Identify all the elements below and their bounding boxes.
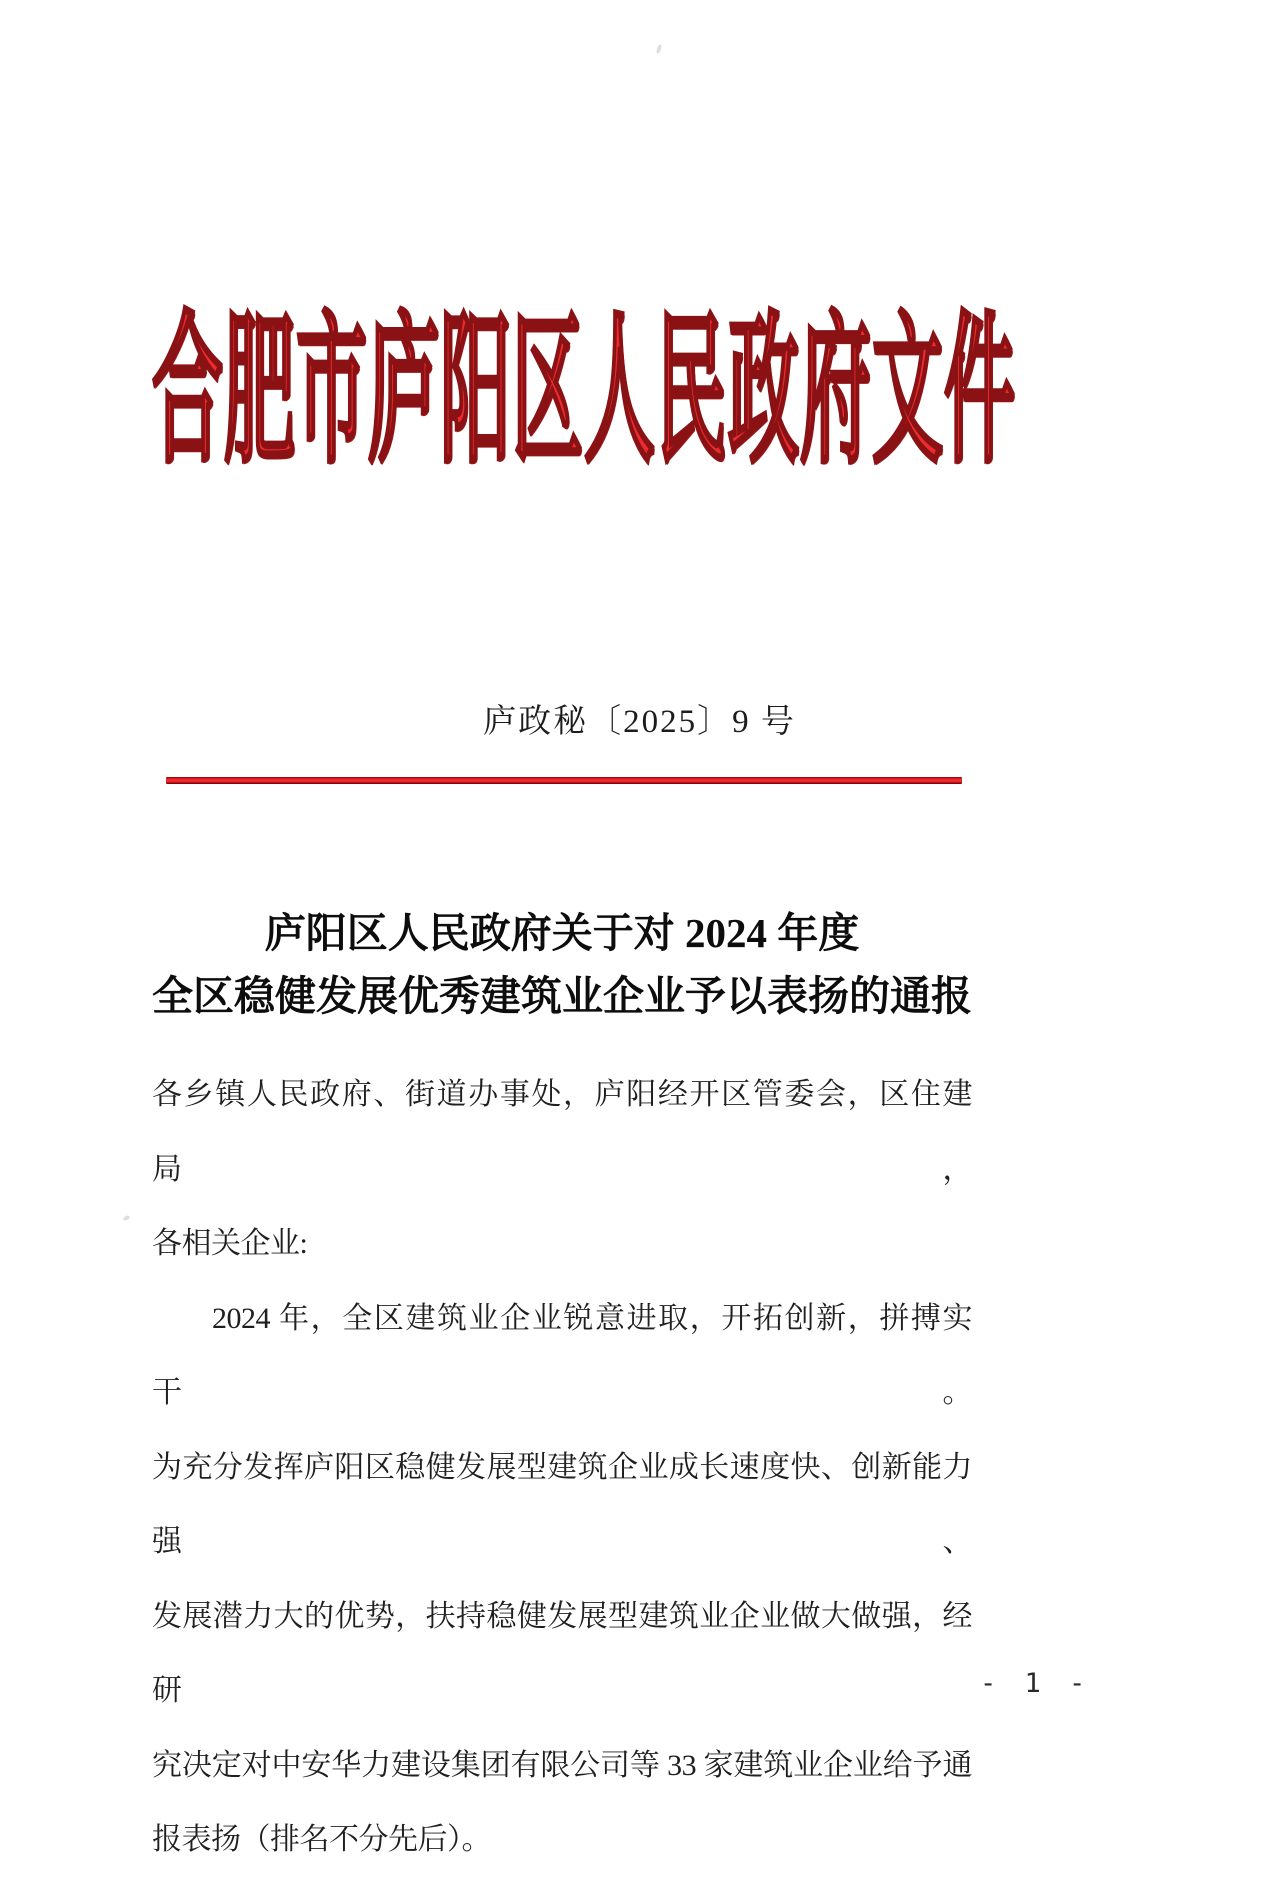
- page-number: - 1 -: [980, 1668, 1092, 1699]
- body-line-paragraph-4: 究决定对中安华力建设集团有限公司等 33 家建筑业企业给予通: [152, 1748, 972, 1782]
- scan-artifact-top: [656, 44, 663, 55]
- body-line-paragraph-3: 发展潜力大的优势，扶持稳健发展型建筑业企业做大做强，经研: [152, 1599, 972, 1707]
- red-divider-rule: [166, 777, 962, 784]
- body-line-paragraph-2: 为充分发挥庐阳区稳健发展型建筑企业成长速度快、创新能力强、: [152, 1450, 972, 1558]
- body-line-salutation-1: 各乡镇人民政府、街道办事处，庐阳经开区管委会，区住建局，: [152, 1078, 972, 1186]
- body-line-paragraph-1: 2024 年，全区建筑业企业锐意进取，开拓创新，拼搏实干。: [152, 1301, 972, 1409]
- letterhead-title: 合肥市庐阳区人民政府文件: [152, 304, 1017, 484]
- body-line-salutation-2: 各相关企业:: [152, 1227, 308, 1260]
- letterhead: [152, 304, 1017, 484]
- document-title: [152, 902, 972, 1028]
- document-body: [152, 1058, 972, 1878]
- document-title-line1: 庐阳区人民政府关于对 2024 年度: [264, 910, 860, 956]
- document-title-line2: 全区稳健发展优秀建筑业企业予以表扬的通报: [152, 973, 972, 1019]
- document-number: 庐政秘〔2025〕9 号: [483, 704, 796, 740]
- body-line-paragraph-5: 报表扬（排名不分先后）。: [152, 1823, 491, 1856]
- scan-artifact-left: [122, 1215, 130, 1222]
